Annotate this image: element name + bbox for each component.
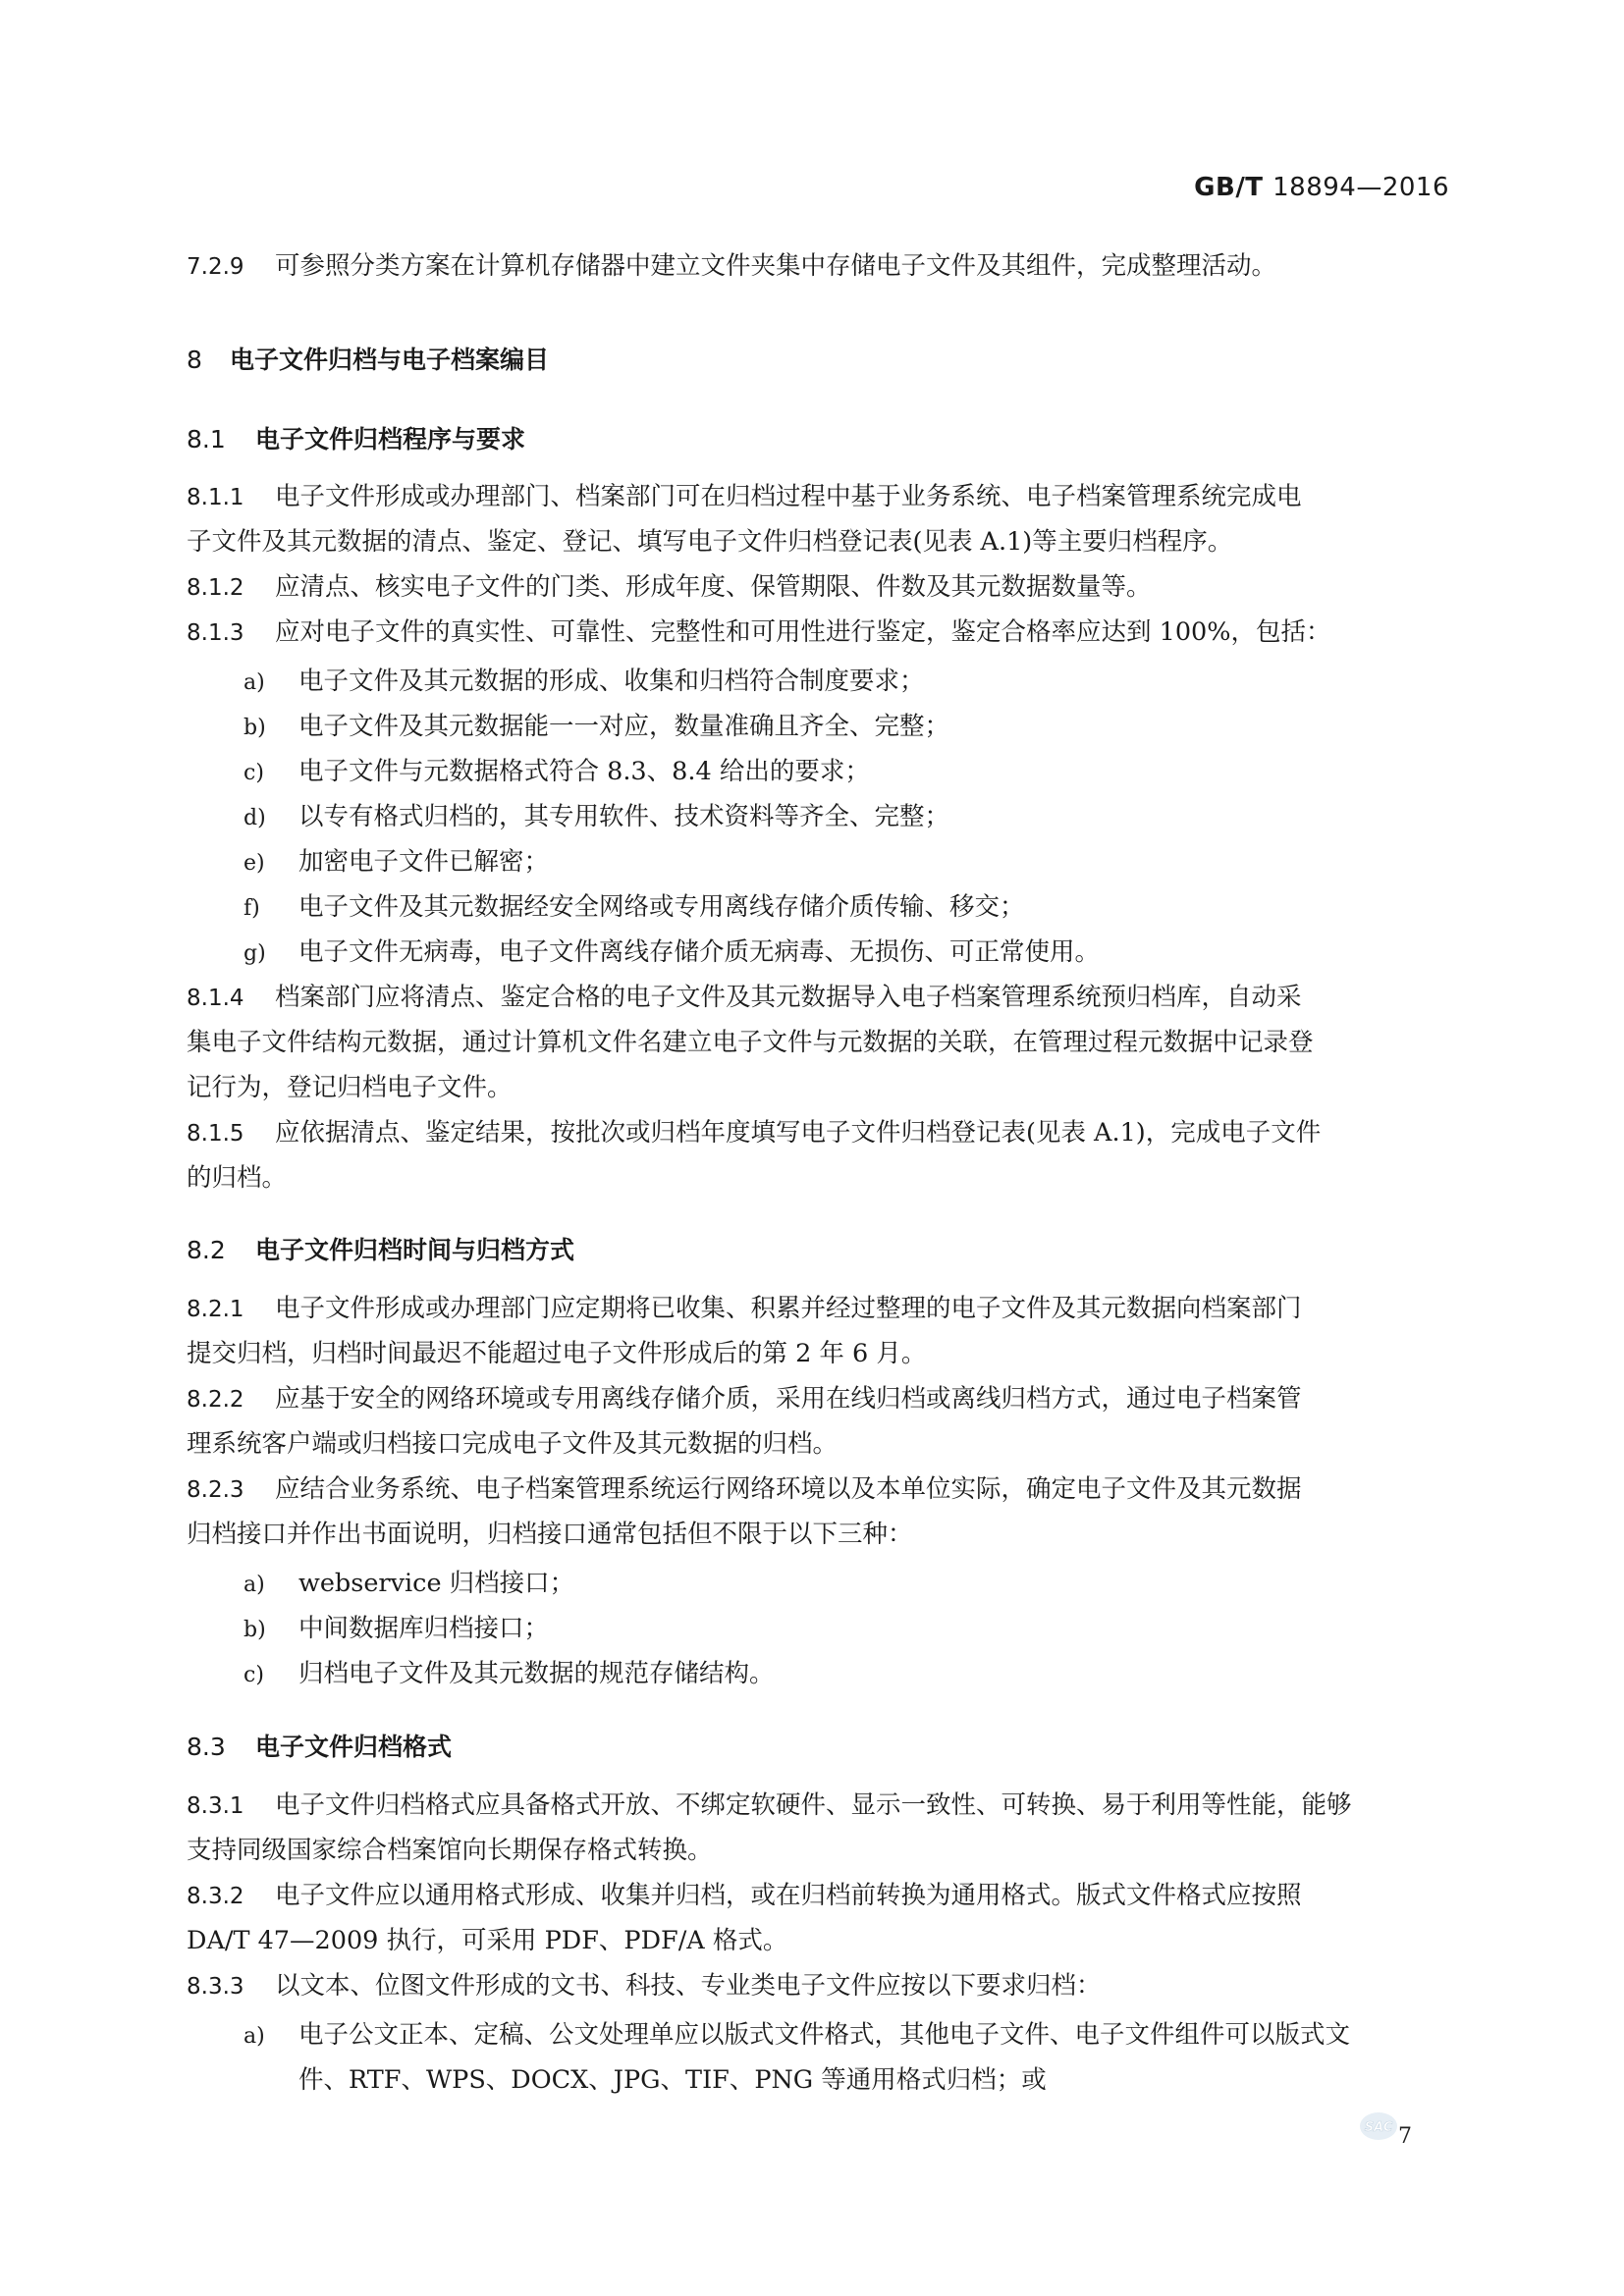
sac-logo-icon [1359, 2110, 1398, 2142]
clause-text: 以文本、位图文件形成的文书、科技、专业类电子文件应按以下要求归档： [275, 1971, 1102, 2001]
list-item-continuation: 件、RTF、WPS、DOCX、JPG、TIF、PNG 等通用格式归档；或 [298, 2065, 1047, 2095]
section-number: 8.2 [187, 1236, 226, 1264]
clause-number: 8.1.2 [187, 575, 244, 601]
clause-text: 应依据清点、鉴定结果，按批次或归档年度填写电子文件归档登记表(见表 A.1)，完成电子文件 [275, 1118, 1322, 1148]
clause-text: 归档接口并作出书面说明，归档接口通常包括但不限于以下三种： [187, 1520, 913, 1549]
section-8-heading [187, 341, 549, 376]
clause-text: 理系统客户端或归档接口完成电子文件及其元数据的归档。 [187, 1429, 839, 1459]
section-title: 电子文件归档程序与要求 [255, 425, 526, 454]
page-number: 7 [1398, 2124, 1412, 2149]
clause-text: 子文件及其元数据的清点、鉴定、登记、填写电子文件归档登记表(见表 A.1)等主要归档程序。 [187, 527, 1233, 557]
clause-8-1-3 [187, 610, 1331, 656]
section-title: 电子文件归档格式 [255, 1733, 453, 1761]
clause-8-2-1-line1 [187, 1286, 1302, 1332]
clause-8-2-3-line1 [187, 1467, 1302, 1513]
clause-8-1-1-line1 [187, 474, 1302, 520]
standard-header [1194, 173, 1449, 202]
clause-8-2-1-line2 [187, 1331, 926, 1376]
standard-number: 18894—2016 [1272, 173, 1449, 202]
clause-8-3-3 [187, 1963, 1102, 2009]
clause-8-1-5-line2 [187, 1155, 287, 1201]
section-number: 8.1 [187, 425, 226, 454]
clause-text: 档案部门应将清点、鉴定合格的电子文件及其元数据导入电子档案管理系统预归档库，自动采 [275, 983, 1302, 1012]
clause-text: 电子文件应以通用格式形成、收集并归档，或在归档前转换为通用格式。版式文件格式应按照 [275, 1881, 1302, 1910]
clause-8-2-2-line2 [187, 1421, 838, 1467]
clause-text: 的归档。 [187, 1163, 288, 1193]
list-item: c) 电子文件与元数据格式符合 8.3、8.4 给出的要求； [244, 757, 870, 786]
clause-8-2-2-line1 [187, 1376, 1302, 1422]
clause-number: 8.2.3 [187, 1477, 244, 1503]
clause-8-2-3-line2 [187, 1512, 913, 1557]
list-item: a) 电子公文正本、定稿、公文处理单应以版式文件格式，其他电子文件、电子文件组件可以版式文 [244, 2020, 1351, 2050]
clause-8-1-4-line1 [187, 975, 1302, 1021]
svg-text:SAC: SAC [1364, 2120, 1393, 2135]
list-item: f) 电子文件及其元数据经安全网络或专用离线存储介质传输、移交； [244, 892, 1025, 922]
clause-8-3-2-line2 [187, 1918, 787, 1963]
clause-text: 可参照分类方案在计算机存储器中建立文件夹集中存储电子文件及其组件，完成整理活动。 [275, 251, 1277, 281]
clause-text: 电子文件归档格式应具备格式开放、不绑定软硬件、显示一致性、可转换、易于利用等性能，能够 [275, 1790, 1352, 1820]
clause-8-1-1-line2 [187, 519, 1232, 564]
clause-text: 应基于安全的网络环境或专用离线存储介质，采用在线归档或离线归档方式，通过电子档案管 [275, 1384, 1302, 1414]
section-number: 8.3 [187, 1733, 226, 1761]
section-title: 电子文件归档与电子档案编目 [230, 346, 550, 374]
clause-8-3-1-line1 [187, 1783, 1352, 1829]
list-item: c) 归档电子文件及其元数据的规范存储结构。 [244, 1659, 775, 1688]
clause-number: 8.3.3 [187, 1974, 244, 2000]
clause-number: 8.1.1 [187, 485, 244, 510]
clause-7-2-9 [187, 243, 1276, 290]
section-title: 电子文件归档时间与归档方式 [255, 1236, 575, 1264]
list-item: a) 电子文件及其元数据的形成、收集和归档符合制度要求； [244, 667, 925, 696]
clause-text: 应清点、核实电子文件的门类、形成年度、保管期限、件数及其元数据数量等。 [275, 572, 1152, 602]
section-8-2-heading [187, 1231, 574, 1266]
clause-8-1-4-line3 [187, 1065, 513, 1110]
section-number: 8 [187, 346, 202, 374]
list-item: g) 电子文件无病毒，电子文件离线存储介质无病毒、无损伤、可正常使用。 [244, 937, 1101, 967]
clause-number: 8.3.2 [187, 1884, 244, 1909]
clause-number: 8.1.3 [187, 620, 244, 646]
clause-number: 8.2.2 [187, 1387, 244, 1413]
clause-number: 8.3.1 [187, 1793, 244, 1819]
standard-prefix: GB/T [1194, 173, 1264, 202]
clause-text: 提交归档，归档时间最迟不能超过电子文件形成后的第 2 年 6 月。 [187, 1339, 927, 1368]
section-8-1-heading [187, 420, 525, 455]
clause-text: DA/T 47—2009 执行，可采用 PDF、PDF/A 格式。 [187, 1926, 788, 1955]
clause-text: 电子文件形成或办理部门、档案部门可在归档过程中基于业务系统、电子档案管理系统完成电 [275, 482, 1302, 511]
clause-number: 8.1.5 [187, 1121, 244, 1147]
clause-text: 电子文件形成或办理部门应定期将已收集、积累并经过整理的电子文件及其元数据向档案部门 [275, 1294, 1302, 1323]
clause-number: 8.1.4 [187, 986, 244, 1011]
clause-text: 应对电子文件的真实性、可靠性、完整性和可用性进行鉴定，鉴定合格率应达到 100%，包括： [275, 617, 1331, 647]
list-item: a) webservice 归档接口； [244, 1569, 575, 1598]
clause-number: 7.2.9 [187, 254, 244, 280]
clause-8-1-5-line1 [187, 1110, 1321, 1156]
clause-8-3-1-line2 [187, 1828, 713, 1873]
clause-text: 应结合业务系统、电子档案管理系统运行网络环境以及本单位实际，确定电子文件及其元数据 [275, 1474, 1302, 1504]
clause-text: 记行为，登记归档电子文件。 [187, 1073, 513, 1102]
clause-8-1-2 [187, 564, 1152, 611]
list-item: d) 以专有格式归档的，其专用软件、技术资料等齐全、完整； [244, 802, 950, 831]
clause-text: 支持同级国家综合档案馆向长期保存格式转换。 [187, 1836, 713, 1865]
clause-number: 8.2.1 [187, 1297, 244, 1322]
list-item: b) 中间数据库归档接口； [244, 1614, 550, 1643]
clause-8-1-4-line2 [187, 1020, 1314, 1065]
clause-8-3-2-line1 [187, 1873, 1302, 1919]
list-item: e) 加密电子文件已解密； [244, 847, 550, 877]
section-8-3-heading [187, 1728, 452, 1763]
clause-text: 集电子文件结构元数据，通过计算机文件名建立电子文件与元数据的关联，在管理过程元数据中记录登 [187, 1028, 1314, 1057]
list-item: b) 电子文件及其元数据能一一对应，数量准确且齐全、完整； [244, 712, 950, 741]
